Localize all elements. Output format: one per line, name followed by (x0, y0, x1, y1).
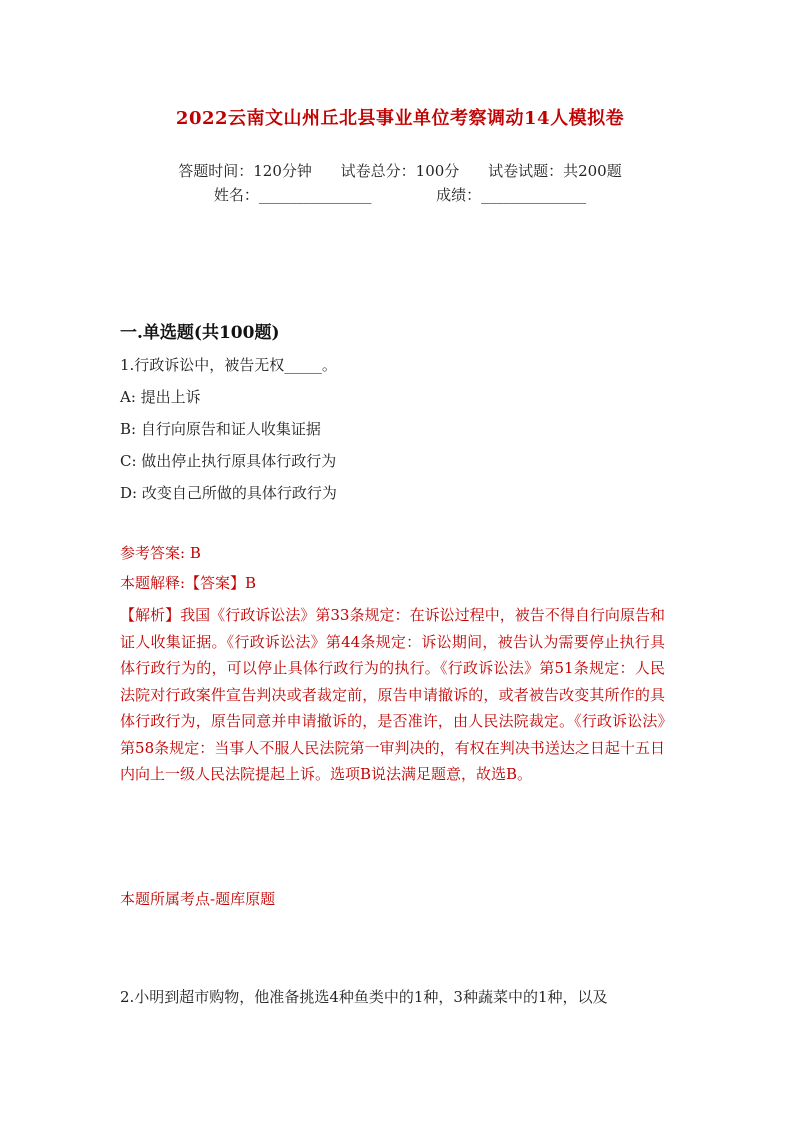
question-1-option-a: A: 提出上诉 (120, 388, 201, 406)
exam-title: 2022云南文山州丘北县事业单位考察调动14人模拟卷 (175, 108, 625, 129)
question-1-option-b: B: 自行向原告和证人收集证据 (120, 420, 321, 438)
exam-total-score: 试卷总分：100分 (340, 162, 460, 180)
reference-answer: 参考答案: B (120, 544, 201, 562)
exam-info-line (0, 160, 800, 181)
name-field: 姓名：_______________ (213, 186, 372, 204)
question-2-stem: 2.小明到超市购物，他准备挑选4种鱼类中的1种，3种蔬菜中的1种，以及 (120, 988, 608, 1006)
analysis-text: 【解析】我国《行政诉讼法》第33条规定：在诉讼过程中，被告不得自行向原告和证人收集证据。《行政诉讼法》第44条规定：诉讼期间，被告认为需要停止执行具体行政行为的，可以停止具体行政行为的执行。《行政诉讼法》第51条规定：人民法院对行政案件宣告判决或者裁定前，原告申请撤诉的，或者被告改变其所作的具体行政行为，原告同意并申请撤诉的，是否准许，由人民法院裁定。《行政诉讼法》第58条规定：当事人不服人民法院第一审判决的，有权在判决书送达之日起十五日内向上一级人民法院提起上诉。选项B说法满足题意，故选B。 (120, 606, 665, 783)
question-1-option-d: D: 改变自己所做的具体行政行为 (120, 484, 337, 502)
candidate-info-line (0, 184, 800, 205)
question-1-option-c: C: 做出停止执行原具体行政行为 (120, 452, 337, 470)
exam-question-count: 试卷试题：共200题 (488, 162, 622, 180)
section-title: 一.单选题(共100题) (120, 323, 280, 343)
topic-label: 本题所属考点-题库原题 (120, 890, 276, 908)
exam-time: 答题时间：120分钟 (178, 162, 312, 180)
question-1-stem: 1.行政诉讼中，被告无权_____。 (120, 356, 337, 374)
score-field: 成绩：______________ (436, 186, 587, 204)
explanation-head: 本题解释:【答案】B (120, 574, 257, 592)
